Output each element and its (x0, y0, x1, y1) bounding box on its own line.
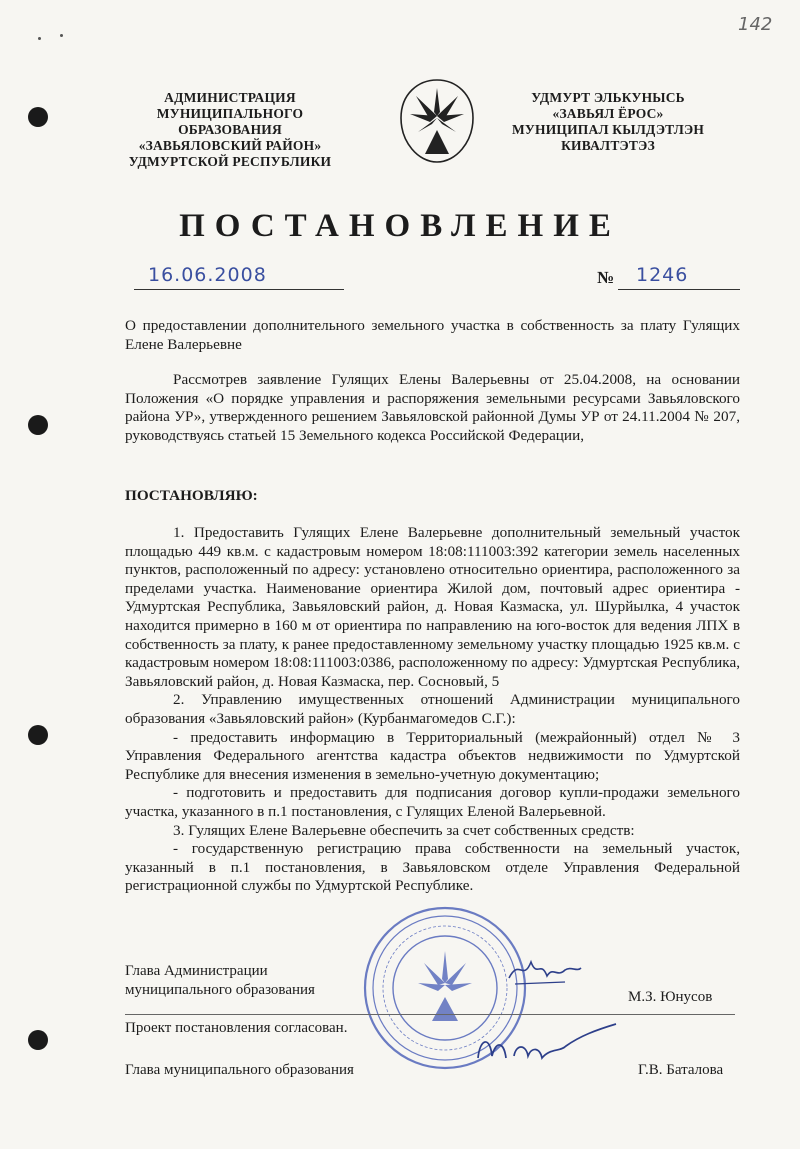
page-number: 142 (738, 14, 773, 35)
header-left-line: УДМУРТСКОЙ РЕСПУБЛИКИ (128, 154, 332, 169)
header-left-line: МУНИЦИПАЛЬНОГО ОБРАЗОВАНИЯ (156, 106, 304, 137)
document-number: 1246 (636, 264, 689, 286)
number-label: № (597, 268, 615, 287)
document-date: 16.06.2008 (148, 264, 267, 286)
approval-position: Глава муниципального образования (125, 1062, 354, 1078)
approval-note: Проект постановления согласован. (125, 1020, 348, 1036)
document-subject: О предоставлении дополнительного земельного участка в собственность за плату Гулящих Елене Валерьевне (125, 317, 740, 353)
signature-position-line: Глава Администрации (125, 963, 268, 979)
decree-item: 3. Гулящих Елене Валерьевне обеспечить за счет собственных средств: (173, 821, 635, 839)
header-right-line: «ЗАВЬЯЛ ЁРОС» (552, 106, 664, 121)
signatory-name: М.З. Юнусов (628, 989, 713, 1005)
approver-name: Г.В. Баталова (638, 1062, 724, 1078)
punch-hole (28, 1030, 48, 1050)
punch-hole (28, 725, 48, 745)
handwritten-signature (470, 1018, 620, 1078)
handwritten-signature (505, 948, 585, 994)
scan-speck (38, 37, 41, 40)
preamble: Рассмотрев заявление Гулящих Елены Валерьевны от 25.04.2008, на основании Положения «О порядке управления и распоряжения земельными ресурсами Завьяловского района УР», утвержденного решением Завьяловской районной Думы УР от 24.11.2004 № 207, руководствуясь статьей 15 Земельного кодекса Российской Федерации, (125, 371, 740, 444)
punch-hole (28, 415, 48, 435)
document-title: ПОСТАНОВЛЕНИЕ (179, 208, 621, 244)
decree-item: - подготовить и предоставить для подписания договор купли-продажи земельного участка, указанного в п.1 постановления, с Гулящих Еленой Валерьевной. (125, 784, 740, 820)
decree-heading: ПОСТАНОВЛЯЮ: (125, 487, 258, 504)
header-right-line: МУНИЦИПАЛ КЫЛДЭТЛЭН (511, 122, 705, 137)
decree-body (125, 524, 740, 896)
punch-hole (28, 107, 48, 127)
scan-speck (60, 34, 63, 37)
coat-of-arms-emblem (398, 78, 476, 164)
approval-separator (125, 1014, 735, 1015)
decree-item: - предоставить информацию в Территориальный (межрайонный) отдел № 3 Управления Федерального агентства кадастра объектов недвижимости по Удмуртской Республике для внесения изменения в земельно-учетную документацию; (125, 728, 740, 783)
date-underline (134, 289, 344, 290)
header-right-line: УДМУРТ ЭЛЬКУНЫСЬ (531, 90, 685, 105)
decree-item: 2. Управлению имущественных отношений Администрации муниципального образования «Завьяловский район» (Курбанмагомедов С.Г.): (125, 691, 740, 727)
header-left (110, 90, 350, 170)
signature-position-line: муниципального образования (125, 981, 315, 998)
decree-item: 1. Предоставить Гулящих Елене Валерьевне дополнительный земельный участок площадью 449 кв.м. с кадастровым номером 18:08:111003:392 категории земель населенных пунктов, расположенный по адресу: установлено относительно ориентира, расположенного за пределами участка. Наименование ориентира Жилой дом, почтовый адрес ориентира - Удмуртская Республика, Завьяловский район, д. Новая Казмаска, ул. Шурйылка, 4 участок находится примерно в 160 м от ориентира по направлению на юго-восток для ведения ЛПХ в собственность за плату, к ранее предоставленному земельному участку площадью 1925 кв.м. с кадастровым номером 18:08:111003:0386, расположенному по адресу: Удмуртская Республика, Завьяловский район, д. Новая Казмаска, пер. Сосновый, 5 (125, 524, 740, 690)
number-underline (618, 289, 740, 290)
decree-item: - государственную регистрацию права собственности на земельный участок, указанный в п.1 постановления, в Завьяловском отделе Управления Федеральной регистрационной службы по Удмуртской Республике. (125, 840, 740, 895)
header-left-line: «ЗАВЬЯЛОВСКИЙ РАЙОН» (138, 138, 322, 153)
header-right (492, 90, 724, 154)
signature-position (125, 962, 315, 999)
header-right-line: КИВАЛТЭТЭЗ (561, 138, 655, 153)
header-left-line: АДМИНИСТРАЦИЯ (164, 90, 296, 105)
